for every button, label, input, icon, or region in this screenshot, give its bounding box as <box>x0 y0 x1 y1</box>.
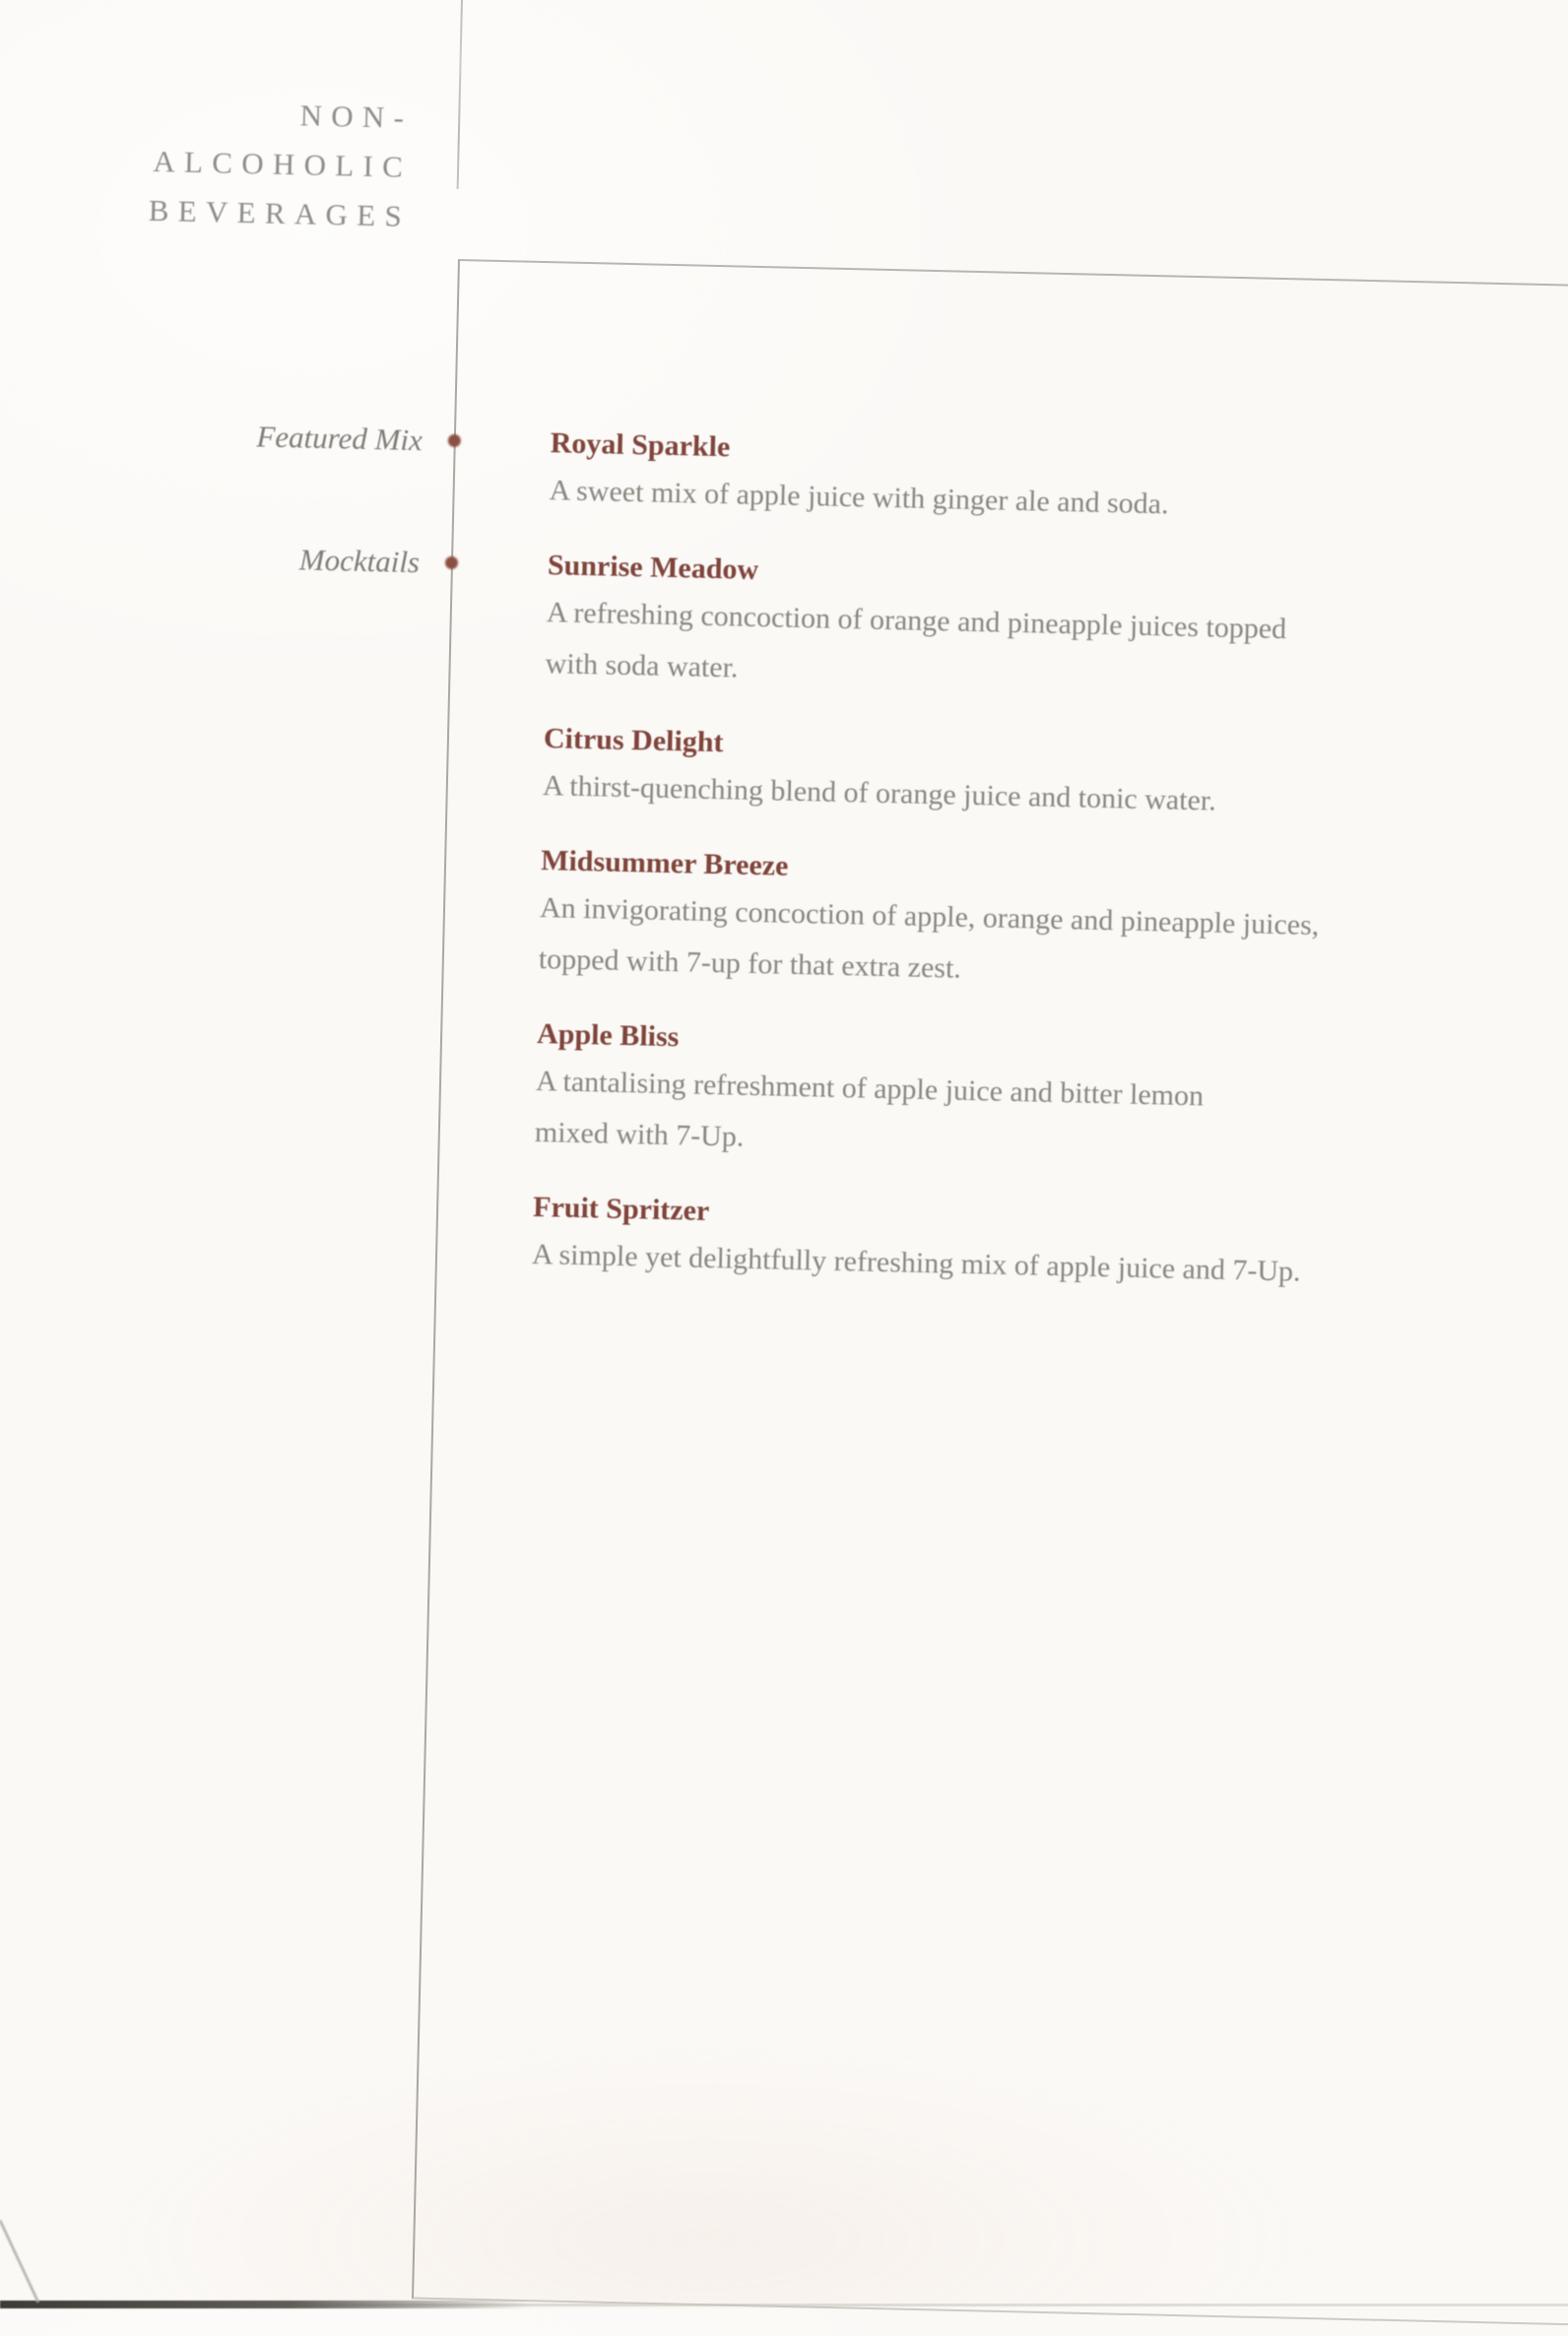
menu-item-description: A tantalising refreshment of apple juice and bitter lemon <box>535 1065 1205 1113</box>
menu-item-sunrise-meadow <box>545 544 1542 712</box>
menu-item-description: A refreshing concoction of orange and pineapple juices topped <box>546 596 1287 646</box>
menu-item-fruit-spritzer <box>531 1186 1528 1303</box>
menu-item-name: Sunrise Meadow <box>547 549 759 586</box>
menu-item-description: A simple yet delightfully refreshing mix of apple juice and 7-Up. <box>531 1237 1301 1288</box>
page-title <box>57 86 413 241</box>
menu-item-description: A thirst-quenching blend of orange juice and tonic water. <box>542 769 1217 817</box>
menu-item-citrus-delight <box>542 717 1538 834</box>
menu-item-description: A sweet mix of apple juice with ginger ale and soda. <box>549 474 1169 521</box>
menu-item-name: Apple Bliss <box>536 1017 680 1054</box>
menu-item-name: Citrus Delight <box>543 722 724 759</box>
menu-item-description: topped with 7-up for that extra zest. <box>538 942 962 985</box>
menu-item-name: Fruit Spritzer <box>532 1190 710 1228</box>
section-label-featured-mix: Featured Mix <box>256 419 424 458</box>
scan-bottom-shadow <box>0 2301 532 2308</box>
menu-items-column <box>531 422 1545 1330</box>
top-vertical-rule <box>457 0 464 189</box>
page-title-line-2: BEVERAGES <box>148 192 412 233</box>
menu-item-midsummer-breeze <box>538 839 1535 1007</box>
menu-item-apple-bliss <box>534 1012 1532 1181</box>
page-title-line-1: NON-ALCOHOLIC <box>152 97 414 184</box>
menu-item-description: mixed with 7-Up. <box>534 1116 745 1153</box>
section-label-mocktails: Mocktails <box>298 542 421 580</box>
menu-item-name: Midsummer Breeze <box>540 844 789 882</box>
menu-item-description: An invigorating concoction of apple, orange and pineapple juices, <box>539 891 1320 942</box>
menu-item-description: with soda water. <box>545 647 739 684</box>
menu-item-name: Royal Sparkle <box>550 426 731 464</box>
